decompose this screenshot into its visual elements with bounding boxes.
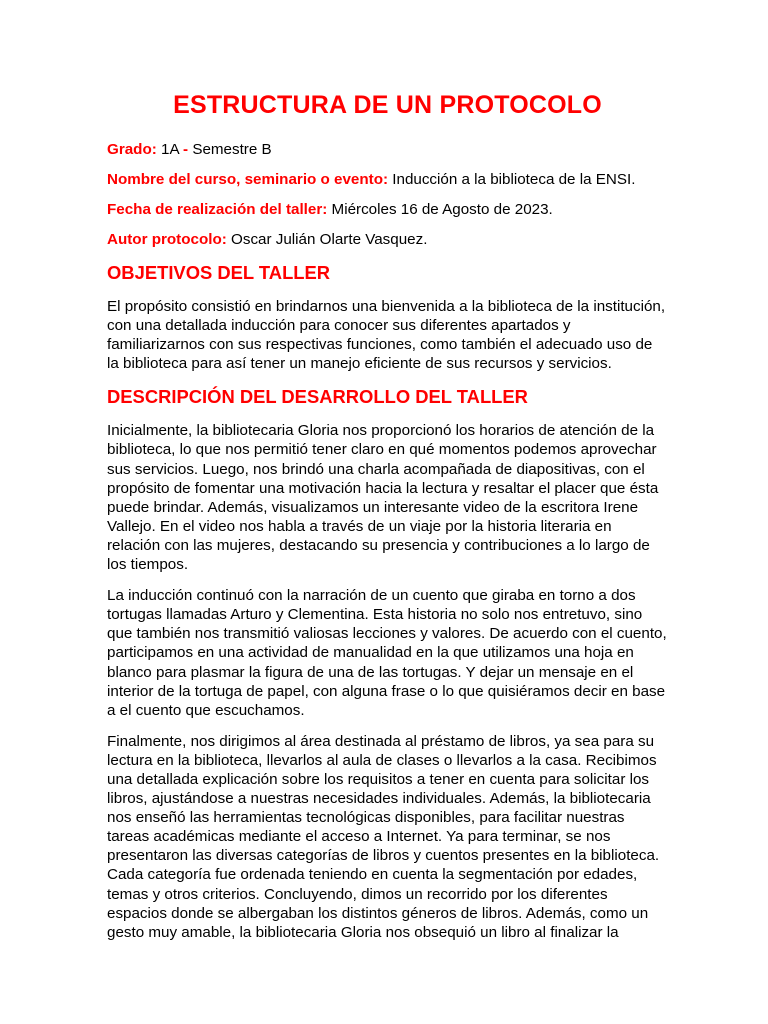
description-heading: DESCRIPCIÓN DEL DESARROLLO DEL TALLER: [107, 386, 528, 408]
description-paragraph-2: La inducción continuó con la narración de un cuento que giraba en torno a dos tortugas llamadas Arturo y Clementina. Esta historia no solo nos entretuvo, sino que también nos transmitió valiosas lecciones y valores. De acuerdo con el cuento, participamos en una actividad de manualidad en la que utilizamos una hoja en blanco para plasmar la figura de una de las tortugas. Y dejar un mensaje en el interior de la tortuga de papel, con alguna frase o lo que quisiéramos decir en base a el cuento que escuchamos.: [107, 587, 667, 719]
objectives-heading: OBJETIVOS DEL TALLER: [107, 262, 331, 283]
author-value: Oscar Julián Olarte Vasquez.: [231, 231, 428, 248]
author-label: Autor protocolo:: [107, 231, 227, 248]
course-label: Nombre del curso, seminario o evento:: [107, 171, 389, 188]
date-label: Fecha de realización del taller:: [107, 201, 328, 218]
description-paragraph-3: Finalmente, nos dirigimos al área destinada al préstamo de libros, ya sea para su lectura en la biblioteca, llevarlos al aula de clases o llevarlos a la casa. Recibimos una detallada explicación sobre los requisitos a tener en cuenta para solicitar los libros, ajustándose a nuestras necesidades individuales. Además, la bibliotecaria nos enseñó las herramientas tecnológicas disponibles, para facilitar nuestras tareas académicas mediante el acceso a Internet. Ya para terminar, se nos presentaron las diversas categorías de libros y cuentos presentes en la biblioteca. Cada categoría fue ordenada teniendo en cuenta la segmentación por edades, temas y otros criterios. Concluyendo, dimos un recorrido por los diferentes espacios donde se albergaban los distintos géneros de libros. Además, como un gesto muy amable, la bibliotecaria Gloria nos obsequió un libro al finalizar la: [107, 732, 660, 941]
grade-value: 1A: [161, 141, 179, 158]
grade-semester: Semestre B: [192, 141, 272, 158]
date-line: [107, 200, 668, 219]
grade-label: Grado:: [107, 141, 157, 158]
date-value: Miércoles 16 de Agosto de 2023.: [331, 201, 553, 218]
description-paragraph-1: Inicialmente, la bibliotecaria Gloria nos proporcionó los horarios de atención de la biblioteca, lo que nos permitió tener claro en qué momentos podemos aprovechar sus servicios. Luego, nos brindó una charla acompañada de diapositivas, con el propósito de fomentar una motivación hacia la lectura y resaltar el placer que ésta puede brindar. Además, visualizamos un interesante video de la escritora Irene Vallejo. En el video nos habla a través de un viaje por la historia literaria en relación con las mujeres, destacando su presencia y contribuciones a lo largo de los tiempos.: [107, 422, 659, 574]
course-line: [107, 170, 668, 189]
grade-separator: -: [183, 141, 189, 158]
course-value: Inducción a la biblioteca de la ENSI.: [392, 171, 636, 188]
objectives-paragraph: El propósito consistió en brindarnos una bienvenida a la biblioteca de la institución, con una detallada inducción para conocer sus diferentes apartados y familiarizarnos con sus respectivas funciones, como también el adecuado uso de la biblioteca para así tener un manejo eficiente de sus recursos y servicios.: [107, 298, 666, 373]
author-line: [107, 230, 668, 249]
grade-line: [107, 140, 668, 159]
document-title: ESTRUCTURA DE UN PROTOCOLO: [173, 91, 602, 119]
